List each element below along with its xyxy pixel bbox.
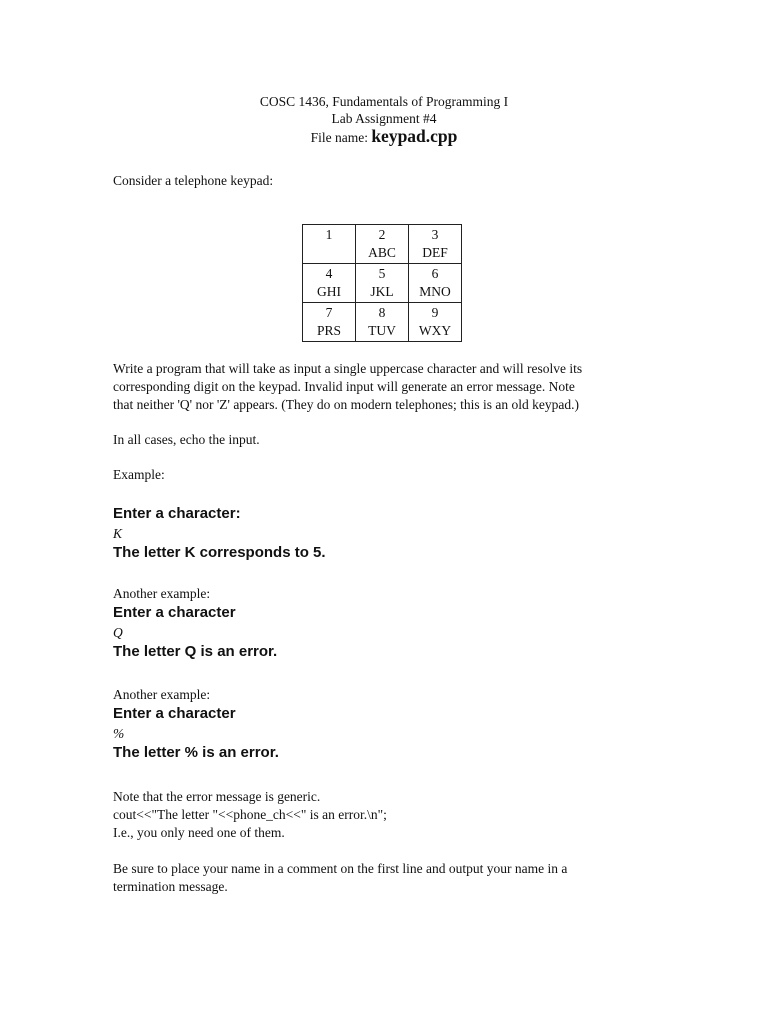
keypad-digit: 7 (325, 305, 333, 320)
closing-line: termination message. (113, 879, 228, 894)
error-note-paragraph (113, 788, 653, 842)
example-label: Example: (113, 467, 165, 482)
error-note-line: Note that the error message is generic. (113, 789, 321, 804)
keypad-letters: DEF (422, 245, 448, 260)
description-line: Write a program that will take as input a single uppercase character and will resolve its (113, 361, 583, 376)
keypad-cell (356, 225, 409, 264)
course-title: COSC 1436, Fundamentals of Programming I (259, 94, 509, 109)
example-input: % (113, 726, 125, 741)
file-name-row (0, 128, 768, 146)
keypad-digit: 2 (378, 227, 386, 242)
keypad-cell (356, 264, 409, 303)
keypad-digit: 1 (325, 227, 333, 242)
example-block (113, 585, 673, 662)
file-name-label: File name: (310, 130, 372, 145)
example-block (113, 686, 673, 763)
description-paragraph (113, 360, 653, 414)
keypad-row (303, 225, 462, 264)
example-prompt: Enter a character (113, 604, 236, 621)
keypad-letters: PRS (316, 323, 342, 338)
keypad-digit: 3 (431, 227, 439, 242)
keypad-letters: MNO (419, 284, 451, 299)
keypad-digit: 5 (378, 266, 386, 281)
keypad-cell (409, 225, 462, 264)
keypad-letters: WXY (418, 323, 452, 338)
example-result: The letter Q is an error. (113, 643, 278, 660)
example-label: Another example: (113, 687, 211, 702)
closing-line: Be sure to place your name in a comment on the first line and output your name in a (113, 861, 568, 876)
keypad-cell (303, 264, 356, 303)
keypad-letters: ABC (368, 245, 396, 260)
example-prompt: Enter a character (113, 705, 236, 722)
keypad-letters: JKL (370, 284, 394, 299)
keypad-letters: TUV (368, 323, 396, 338)
keypad-cell (303, 225, 356, 264)
keypad-cell (409, 303, 462, 342)
intro-text: Consider a telephone keypad: (113, 173, 274, 188)
description-line: that neither 'Q' nor 'Z' appears. (They do on modern telephones; this is an old keypad.) (113, 397, 579, 412)
example-label: Another example: (113, 586, 211, 601)
keypad-cell (303, 303, 356, 342)
example-input: K (113, 526, 123, 541)
keypad-digit: 8 (378, 305, 386, 320)
example-input: Q (113, 625, 123, 640)
echo-note: In all cases, echo the input. (113, 432, 260, 447)
example-block (113, 466, 673, 563)
keypad-row (303, 303, 462, 342)
keypad-letters: GHI (317, 284, 341, 299)
closing-paragraph (113, 860, 653, 896)
description-line: corresponding digit on the keypad. Invalid input will generate an error message. Note (113, 379, 575, 394)
example-result: The letter K corresponds to 5. (113, 544, 326, 561)
example-result: The letter % is an error. (113, 744, 279, 761)
code-line: cout<<"The letter "<<phone_ch<<" is an error.\n"; (113, 807, 387, 822)
error-note-line: I.e., you only need one of them. (113, 825, 285, 840)
keypad-cell (409, 264, 462, 303)
keypad-digit: 9 (431, 305, 439, 320)
keypad-digit: 4 (325, 266, 333, 281)
document-header (0, 93, 768, 146)
keypad-table (302, 224, 462, 342)
keypad-cell (356, 303, 409, 342)
assignment-title: Lab Assignment #4 (331, 111, 437, 126)
file-name: keypad.cpp (371, 126, 458, 146)
keypad-row (303, 264, 462, 303)
example-prompt: Enter a character: (113, 505, 241, 522)
keypad-digit: 6 (431, 266, 439, 281)
